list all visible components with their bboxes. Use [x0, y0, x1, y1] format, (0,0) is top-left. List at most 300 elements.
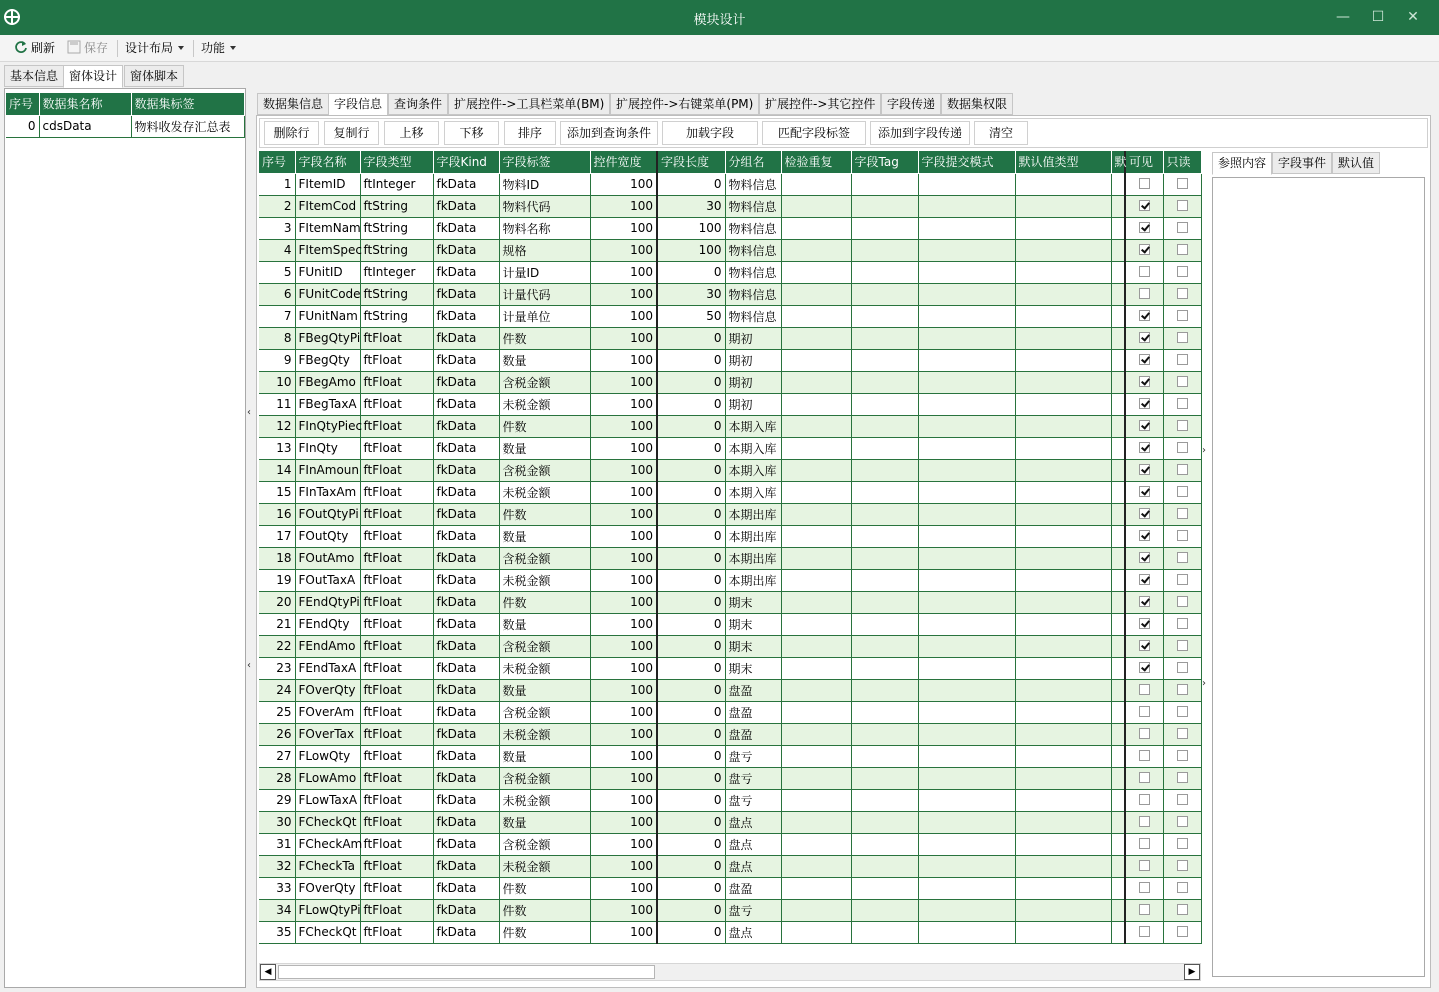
field-kind-cell[interactable]: fkData	[433, 481, 499, 503]
field-name-cell[interactable]: FOutQty	[295, 525, 360, 547]
field-tag-cell[interactable]	[851, 173, 918, 195]
field-tag-cell[interactable]	[851, 899, 918, 921]
field-kind-cell[interactable]: fkData	[433, 393, 499, 415]
default-type-cell[interactable]	[1015, 701, 1111, 723]
control-width-cell[interactable]: 100	[590, 371, 657, 393]
table-row[interactable]	[259, 525, 1201, 547]
maximize-icon[interactable]: ☐	[1371, 9, 1385, 25]
match-labels-button[interactable]: 匹配字段标签	[762, 121, 866, 145]
field-kind-cell[interactable]: fkData	[433, 239, 499, 261]
field-type-cell[interactable]: ftFloat	[360, 899, 433, 921]
field-length-cell[interactable]: 0	[657, 789, 725, 811]
table-row[interactable]	[259, 723, 1201, 745]
field-kind-cell[interactable]: fkData	[433, 745, 499, 767]
field-type-cell[interactable]: ftString	[360, 239, 433, 261]
group-name-cell[interactable]: 盘亏	[725, 789, 781, 811]
field-type-cell[interactable]: ftFloat	[360, 459, 433, 481]
visible-checkbox[interactable]	[1139, 464, 1150, 475]
field-name-cell[interactable]: FOutAmo	[295, 547, 360, 569]
default-value-cell[interactable]	[1111, 547, 1125, 569]
control-width-cell[interactable]: 100	[590, 679, 657, 701]
column-header[interactable]: 字段Tag	[851, 151, 918, 173]
default-value-cell[interactable]	[1111, 261, 1125, 283]
visible-checkbox[interactable]	[1139, 442, 1150, 453]
readonly-checkbox[interactable]	[1177, 640, 1188, 651]
submit-mode-cell[interactable]	[918, 613, 1015, 635]
readonly-checkbox[interactable]	[1177, 288, 1188, 299]
refresh-button[interactable]: 刷新	[14, 39, 55, 58]
group-name-cell[interactable]: 物料信息	[725, 283, 781, 305]
layout-dropdown[interactable]: 设计布局	[125, 39, 184, 58]
tab-default-value[interactable]: 默认值	[1332, 152, 1380, 174]
visible-checkbox[interactable]	[1139, 838, 1150, 849]
visible-checkbox[interactable]	[1139, 266, 1150, 277]
field-label-cell[interactable]: 件数	[499, 415, 590, 437]
add-to-field-transfer-button[interactable]: 添加到字段传递	[870, 121, 970, 145]
default-value-cell[interactable]	[1111, 327, 1125, 349]
collapse-left-icon[interactable]: ‹	[247, 407, 251, 418]
control-width-cell[interactable]: 100	[590, 195, 657, 217]
control-width-cell[interactable]: 100	[590, 745, 657, 767]
group-name-cell[interactable]: 盘亏	[725, 745, 781, 767]
readonly-checkbox[interactable]	[1177, 860, 1188, 871]
field-label-cell[interactable]: 件数	[499, 327, 590, 349]
default-type-cell[interactable]	[1015, 635, 1111, 657]
field-tag-cell[interactable]	[851, 415, 918, 437]
tab-other-controls[interactable]: 扩展控件->其它控件	[759, 93, 881, 115]
default-type-cell[interactable]	[1015, 283, 1111, 305]
visible-checkbox[interactable]	[1139, 222, 1150, 233]
visible-checkbox[interactable]	[1139, 882, 1150, 893]
load-fields-button[interactable]: 加载字段	[662, 121, 758, 145]
default-type-cell[interactable]	[1015, 415, 1111, 437]
field-length-cell[interactable]: 0	[657, 481, 725, 503]
check-duplicate-cell[interactable]	[781, 701, 851, 723]
field-tag-cell[interactable]	[851, 371, 918, 393]
move-up-button[interactable]: 上移	[384, 121, 439, 145]
field-tag-cell[interactable]	[851, 305, 918, 327]
table-row[interactable]	[259, 239, 1201, 261]
visible-checkbox[interactable]	[1139, 398, 1150, 409]
submit-mode-cell[interactable]	[918, 283, 1015, 305]
readonly-checkbox[interactable]	[1177, 508, 1188, 519]
check-duplicate-cell[interactable]	[781, 635, 851, 657]
readonly-checkbox[interactable]	[1177, 178, 1188, 189]
readonly-checkbox[interactable]	[1177, 816, 1188, 827]
field-name-cell[interactable]: FInQty	[295, 437, 360, 459]
field-tag-cell[interactable]	[851, 217, 918, 239]
field-type-cell[interactable]: ftFloat	[360, 591, 433, 613]
field-tag-cell[interactable]	[851, 657, 918, 679]
group-name-cell[interactable]: 盘亏	[725, 899, 781, 921]
field-length-cell[interactable]: 0	[657, 503, 725, 525]
default-type-cell[interactable]	[1015, 921, 1111, 943]
submit-mode-cell[interactable]	[918, 173, 1015, 195]
readonly-checkbox[interactable]	[1177, 464, 1188, 475]
field-tag-cell[interactable]	[851, 195, 918, 217]
field-tag-cell[interactable]	[851, 261, 918, 283]
column-header[interactable]: 可见	[1125, 151, 1163, 173]
table-row[interactable]	[259, 745, 1201, 767]
visible-checkbox[interactable]	[1139, 618, 1150, 629]
readonly-checkbox[interactable]	[1177, 662, 1188, 673]
field-tag-cell[interactable]	[851, 877, 918, 899]
visible-checkbox[interactable]	[1139, 486, 1150, 497]
table-row[interactable]	[259, 173, 1201, 195]
table-row[interactable]	[259, 503, 1201, 525]
check-duplicate-cell[interactable]	[781, 239, 851, 261]
column-header[interactable]: 序号	[6, 93, 39, 115]
field-type-cell[interactable]: ftFloat	[360, 371, 433, 393]
default-value-cell[interactable]	[1111, 657, 1125, 679]
field-length-cell[interactable]: 0	[657, 569, 725, 591]
field-label-cell[interactable]: 未税金额	[499, 789, 590, 811]
field-kind-cell[interactable]: fkData	[433, 217, 499, 239]
submit-mode-cell[interactable]	[918, 415, 1015, 437]
table-row[interactable]	[6, 115, 244, 137]
field-name-cell[interactable]: FOutTaxA	[295, 569, 360, 591]
check-duplicate-cell[interactable]	[781, 723, 851, 745]
control-width-cell[interactable]: 100	[590, 789, 657, 811]
field-name-cell[interactable]: FLowAmo	[295, 767, 360, 789]
delete-row-button[interactable]: 删除行	[264, 121, 319, 145]
field-label-cell[interactable]: 含税金额	[499, 547, 590, 569]
default-value-cell[interactable]	[1111, 195, 1125, 217]
group-name-cell[interactable]: 盘盈	[725, 679, 781, 701]
group-name-cell[interactable]: 期初	[725, 349, 781, 371]
collapse-left-icon[interactable]: ‹	[247, 660, 251, 671]
submit-mode-cell[interactable]	[918, 327, 1015, 349]
field-name-cell[interactable]: FCheckQt	[295, 811, 360, 833]
readonly-checkbox[interactable]	[1177, 266, 1188, 277]
readonly-checkbox[interactable]	[1177, 398, 1188, 409]
visible-checkbox[interactable]	[1139, 816, 1150, 827]
column-header[interactable]: 默	[1111, 151, 1125, 173]
field-name-cell[interactable]: FLowQty	[295, 745, 360, 767]
submit-mode-cell[interactable]	[918, 195, 1015, 217]
table-row[interactable]	[259, 371, 1201, 393]
field-label-cell[interactable]: 件数	[499, 877, 590, 899]
control-width-cell[interactable]: 100	[590, 635, 657, 657]
field-name-cell[interactable]: FItemCod	[295, 195, 360, 217]
field-length-cell[interactable]: 100	[657, 239, 725, 261]
default-value-cell[interactable]	[1111, 173, 1125, 195]
field-label-cell[interactable]: 未税金额	[499, 393, 590, 415]
field-kind-cell[interactable]: fkData	[433, 723, 499, 745]
readonly-checkbox[interactable]	[1177, 530, 1188, 541]
field-kind-cell[interactable]: fkData	[433, 679, 499, 701]
field-kind-cell[interactable]: fkData	[433, 327, 499, 349]
default-value-cell[interactable]	[1111, 239, 1125, 261]
field-type-cell[interactable]: ftFloat	[360, 789, 433, 811]
default-type-cell[interactable]	[1015, 525, 1111, 547]
default-value-cell[interactable]	[1111, 701, 1125, 723]
field-label-cell[interactable]: 件数	[499, 921, 590, 943]
visible-checkbox[interactable]	[1139, 596, 1150, 607]
field-length-cell[interactable]: 0	[657, 525, 725, 547]
field-tag-cell[interactable]	[851, 811, 918, 833]
collapse-right-icon[interactable]: ›	[1202, 445, 1206, 456]
default-type-cell[interactable]	[1015, 591, 1111, 613]
default-value-cell[interactable]	[1111, 393, 1125, 415]
field-type-cell[interactable]: ftInteger	[360, 261, 433, 283]
default-type-cell[interactable]	[1015, 195, 1111, 217]
check-duplicate-cell[interactable]	[781, 855, 851, 877]
default-type-cell[interactable]	[1015, 217, 1111, 239]
tab-basic-info[interactable]: 基本信息	[4, 65, 64, 87]
field-name-cell[interactable]: FInTaxAm	[295, 481, 360, 503]
visible-checkbox[interactable]	[1139, 728, 1150, 739]
submit-mode-cell[interactable]	[918, 789, 1015, 811]
group-name-cell[interactable]: 物料信息	[725, 195, 781, 217]
field-label-cell[interactable]: 物料ID	[499, 173, 590, 195]
scroll-right-icon[interactable]: ▶	[1184, 964, 1200, 980]
field-tag-cell[interactable]	[851, 569, 918, 591]
column-header[interactable]: 字段长度	[657, 151, 725, 173]
field-kind-cell[interactable]: fkData	[433, 371, 499, 393]
field-type-cell[interactable]: ftString	[360, 195, 433, 217]
field-length-cell[interactable]: 30	[657, 283, 725, 305]
field-label-cell[interactable]: 件数	[499, 591, 590, 613]
readonly-checkbox[interactable]	[1177, 838, 1188, 849]
field-type-cell[interactable]: ftFloat	[360, 569, 433, 591]
default-value-cell[interactable]	[1111, 921, 1125, 943]
group-name-cell[interactable]: 本期出库	[725, 503, 781, 525]
scroll-thumb[interactable]	[278, 965, 655, 979]
field-type-cell[interactable]: ftFloat	[360, 855, 433, 877]
field-type-cell[interactable]: ftFloat	[360, 327, 433, 349]
group-name-cell[interactable]: 本期入库	[725, 415, 781, 437]
field-type-cell[interactable]: ftFloat	[360, 525, 433, 547]
field-length-cell[interactable]: 0	[657, 371, 725, 393]
field-name-cell[interactable]: FOverTax	[295, 723, 360, 745]
group-name-cell[interactable]: 本期入库	[725, 459, 781, 481]
field-tag-cell[interactable]	[851, 481, 918, 503]
field-kind-cell[interactable]: fkData	[433, 789, 499, 811]
field-length-cell[interactable]: 0	[657, 613, 725, 635]
field-length-cell[interactable]: 0	[657, 679, 725, 701]
check-duplicate-cell[interactable]	[781, 569, 851, 591]
sort-button[interactable]: 排序	[504, 121, 556, 145]
visible-checkbox[interactable]	[1139, 508, 1150, 519]
check-duplicate-cell[interactable]	[781, 393, 851, 415]
group-name-cell[interactable]: 物料信息	[725, 239, 781, 261]
field-tag-cell[interactable]	[851, 591, 918, 613]
readonly-checkbox[interactable]	[1177, 882, 1188, 893]
field-label-cell[interactable]: 数量	[499, 349, 590, 371]
column-header[interactable]: 检验重复	[781, 151, 851, 173]
field-kind-cell[interactable]: fkData	[433, 547, 499, 569]
field-label-cell[interactable]: 件数	[499, 503, 590, 525]
visible-checkbox[interactable]	[1139, 640, 1150, 651]
field-type-cell[interactable]: ftFloat	[360, 811, 433, 833]
field-name-cell[interactable]: FUnitID	[295, 261, 360, 283]
field-tag-cell[interactable]	[851, 855, 918, 877]
default-value-cell[interactable]	[1111, 481, 1125, 503]
control-width-cell[interactable]: 100	[590, 833, 657, 855]
field-name-cell[interactable]: FOverAm	[295, 701, 360, 723]
column-header[interactable]: 数据集标签	[131, 93, 244, 115]
field-name-cell[interactable]: FBegAmo	[295, 371, 360, 393]
field-type-cell[interactable]: ftInteger	[360, 173, 433, 195]
horizontal-scrollbar[interactable]	[259, 963, 1201, 981]
group-name-cell[interactable]: 期初	[725, 327, 781, 349]
control-width-cell[interactable]: 100	[590, 547, 657, 569]
visible-checkbox[interactable]	[1139, 574, 1150, 585]
default-value-cell[interactable]	[1111, 371, 1125, 393]
default-value-cell[interactable]	[1111, 305, 1125, 327]
check-duplicate-cell[interactable]	[781, 481, 851, 503]
field-label-cell[interactable]: 计量代码	[499, 283, 590, 305]
group-name-cell[interactable]: 物料信息	[725, 217, 781, 239]
field-length-cell[interactable]: 0	[657, 415, 725, 437]
control-width-cell[interactable]: 100	[590, 459, 657, 481]
default-value-cell[interactable]	[1111, 811, 1125, 833]
field-type-cell[interactable]: ftFloat	[360, 921, 433, 943]
field-tag-cell[interactable]	[851, 613, 918, 635]
field-type-cell[interactable]: ftFloat	[360, 767, 433, 789]
submit-mode-cell[interactable]	[918, 305, 1015, 327]
default-type-cell[interactable]	[1015, 459, 1111, 481]
table-row[interactable]	[259, 635, 1201, 657]
check-duplicate-cell[interactable]	[781, 503, 851, 525]
field-kind-cell[interactable]: fkData	[433, 811, 499, 833]
field-kind-cell[interactable]: fkData	[433, 305, 499, 327]
field-name-cell[interactable]: FOverQty	[295, 679, 360, 701]
submit-mode-cell[interactable]	[918, 503, 1015, 525]
readonly-checkbox[interactable]	[1177, 750, 1188, 761]
field-length-cell[interactable]: 0	[657, 701, 725, 723]
field-label-cell[interactable]: 数量	[499, 613, 590, 635]
control-width-cell[interactable]: 100	[590, 899, 657, 921]
readonly-checkbox[interactable]	[1177, 706, 1188, 717]
column-header[interactable]: 序号	[259, 151, 295, 173]
submit-mode-cell[interactable]	[918, 591, 1015, 613]
default-type-cell[interactable]	[1015, 767, 1111, 789]
control-width-cell[interactable]: 100	[590, 437, 657, 459]
submit-mode-cell[interactable]	[918, 855, 1015, 877]
field-kind-cell[interactable]: fkData	[433, 195, 499, 217]
default-type-cell[interactable]	[1015, 855, 1111, 877]
field-kind-cell[interactable]: fkData	[433, 503, 499, 525]
group-name-cell[interactable]: 本期入库	[725, 437, 781, 459]
field-length-cell[interactable]: 50	[657, 305, 725, 327]
control-width-cell[interactable]: 100	[590, 723, 657, 745]
field-tag-cell[interactable]	[851, 723, 918, 745]
readonly-checkbox[interactable]	[1177, 354, 1188, 365]
field-tag-cell[interactable]	[851, 833, 918, 855]
field-length-cell[interactable]: 0	[657, 767, 725, 789]
readonly-checkbox[interactable]	[1177, 332, 1188, 343]
default-type-cell[interactable]	[1015, 173, 1111, 195]
submit-mode-cell[interactable]	[918, 899, 1015, 921]
check-duplicate-cell[interactable]	[781, 613, 851, 635]
table-row[interactable]	[259, 657, 1201, 679]
control-width-cell[interactable]: 100	[590, 261, 657, 283]
table-row[interactable]	[259, 613, 1201, 635]
control-width-cell[interactable]: 100	[590, 349, 657, 371]
default-type-cell[interactable]	[1015, 613, 1111, 635]
copy-row-button[interactable]: 复制行	[324, 121, 379, 145]
field-label-cell[interactable]: 含税金额	[499, 767, 590, 789]
field-kind-cell[interactable]: fkData	[433, 283, 499, 305]
field-name-cell[interactable]: FItemSpec	[295, 239, 360, 261]
visible-checkbox[interactable]	[1139, 332, 1150, 343]
field-length-cell[interactable]: 0	[657, 327, 725, 349]
table-row[interactable]	[259, 701, 1201, 723]
control-width-cell[interactable]: 100	[590, 525, 657, 547]
field-name-cell[interactable]: FBegTaxA	[295, 393, 360, 415]
field-length-cell[interactable]: 0	[657, 657, 725, 679]
submit-mode-cell[interactable]	[918, 569, 1015, 591]
submit-mode-cell[interactable]	[918, 679, 1015, 701]
field-type-cell[interactable]: ftFloat	[360, 657, 433, 679]
field-length-cell[interactable]: 0	[657, 877, 725, 899]
tab-dataset-permissions[interactable]: 数据集权限	[941, 93, 1013, 115]
submit-mode-cell[interactable]	[918, 459, 1015, 481]
control-width-cell[interactable]: 100	[590, 811, 657, 833]
readonly-checkbox[interactable]	[1177, 596, 1188, 607]
control-width-cell[interactable]: 100	[590, 767, 657, 789]
visible-checkbox[interactable]	[1139, 200, 1150, 211]
field-label-cell[interactable]: 未税金额	[499, 657, 590, 679]
submit-mode-cell[interactable]	[918, 239, 1015, 261]
check-duplicate-cell[interactable]	[781, 173, 851, 195]
group-name-cell[interactable]: 期末	[725, 657, 781, 679]
field-label-cell[interactable]: 未税金额	[499, 723, 590, 745]
submit-mode-cell[interactable]	[918, 833, 1015, 855]
dataset-label-cell[interactable]: 物料收发存汇总表	[131, 115, 244, 137]
field-length-cell[interactable]: 0	[657, 745, 725, 767]
submit-mode-cell[interactable]	[918, 349, 1015, 371]
group-name-cell[interactable]: 盘点	[725, 921, 781, 943]
dataset-name-cell[interactable]: cdsData	[39, 115, 131, 137]
control-width-cell[interactable]: 100	[590, 921, 657, 943]
field-label-cell[interactable]: 数量	[499, 525, 590, 547]
check-duplicate-cell[interactable]	[781, 679, 851, 701]
control-width-cell[interactable]: 100	[590, 283, 657, 305]
visible-checkbox[interactable]	[1139, 772, 1150, 783]
control-width-cell[interactable]: 100	[590, 239, 657, 261]
submit-mode-cell[interactable]	[918, 371, 1015, 393]
control-width-cell[interactable]: 100	[590, 217, 657, 239]
default-type-cell[interactable]	[1015, 899, 1111, 921]
field-label-cell[interactable]: 数量	[499, 437, 590, 459]
visible-checkbox[interactable]	[1139, 794, 1150, 805]
table-row[interactable]	[259, 591, 1201, 613]
field-kind-cell[interactable]: fkData	[433, 855, 499, 877]
check-duplicate-cell[interactable]	[781, 217, 851, 239]
field-tag-cell[interactable]	[851, 327, 918, 349]
readonly-checkbox[interactable]	[1177, 904, 1188, 915]
default-value-cell[interactable]	[1111, 503, 1125, 525]
group-name-cell[interactable]: 本期入库	[725, 481, 781, 503]
group-name-cell[interactable]: 期末	[725, 635, 781, 657]
field-kind-cell[interactable]: fkData	[433, 921, 499, 943]
group-name-cell[interactable]: 物料信息	[725, 173, 781, 195]
visible-checkbox[interactable]	[1139, 420, 1150, 431]
submit-mode-cell[interactable]	[918, 723, 1015, 745]
default-value-cell[interactable]	[1111, 217, 1125, 239]
close-icon[interactable]: ✕	[1407, 9, 1419, 25]
field-kind-cell[interactable]: fkData	[433, 349, 499, 371]
field-type-cell[interactable]: ftFloat	[360, 503, 433, 525]
default-type-cell[interactable]	[1015, 745, 1111, 767]
default-value-cell[interactable]	[1111, 899, 1125, 921]
check-duplicate-cell[interactable]	[781, 525, 851, 547]
group-name-cell[interactable]: 盘盈	[725, 701, 781, 723]
table-row[interactable]	[259, 679, 1201, 701]
